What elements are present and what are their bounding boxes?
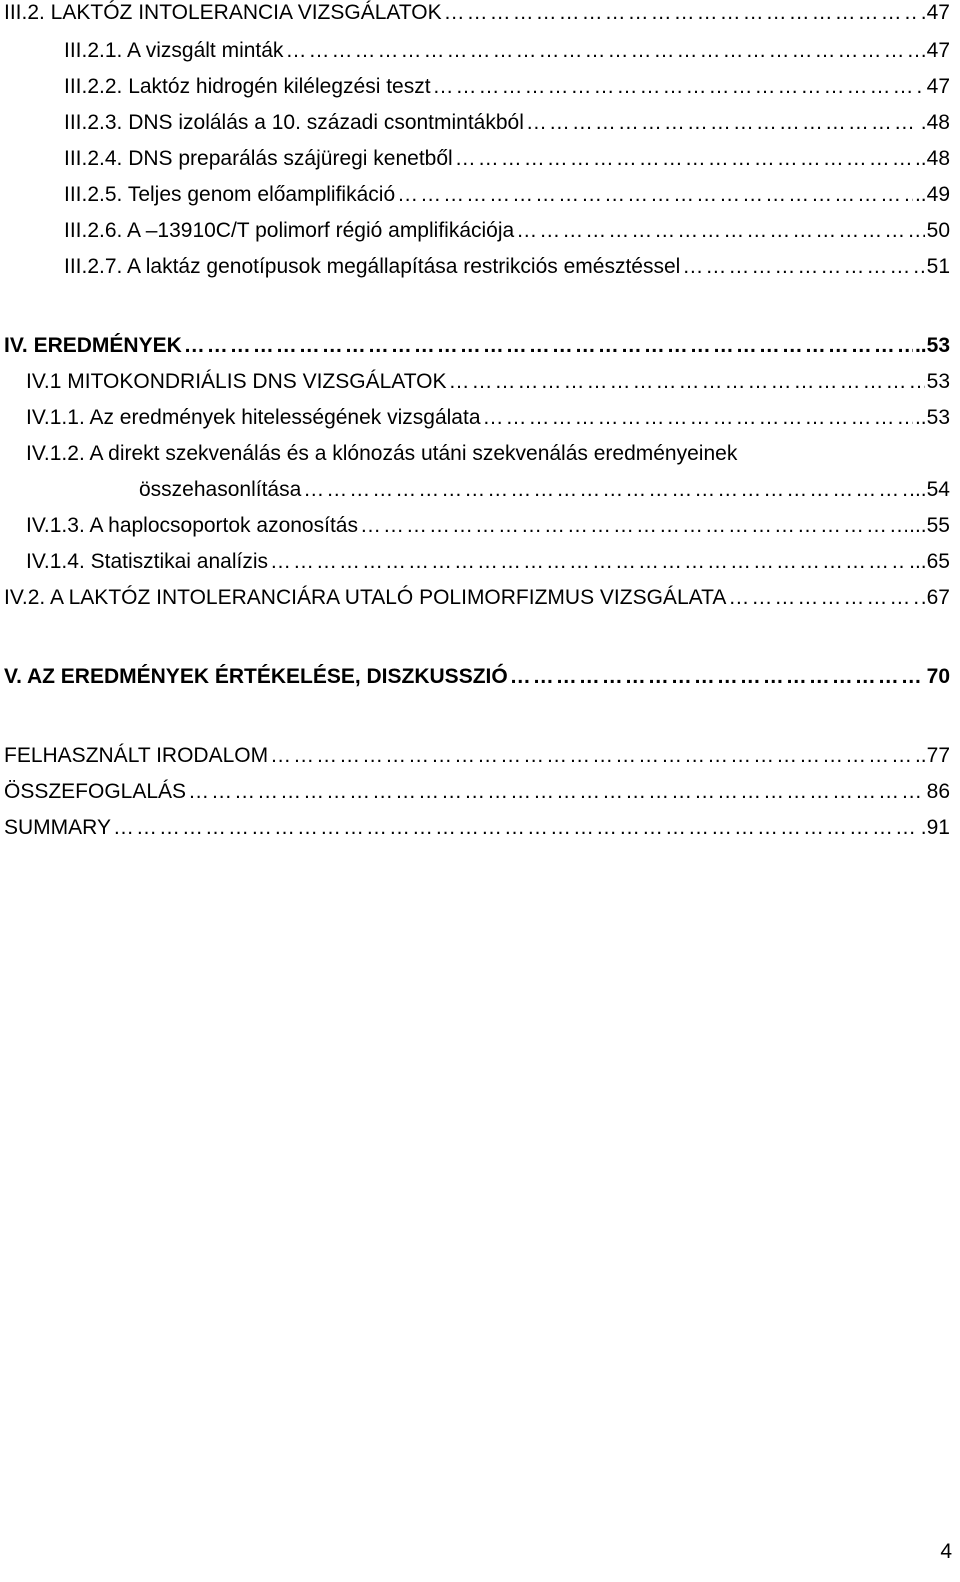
toc-entry-page: 86 — [926, 780, 950, 803]
toc-entry[interactable] — [64, 216, 950, 246]
toc-entry-title: FELHASZNÁLT IRODALOM — [4, 744, 269, 767]
toc-entry-page: 50 — [926, 219, 950, 242]
toc-leader — [270, 547, 907, 577]
toc-entry[interactable] — [4, 583, 950, 613]
toc-entry-page: ...65 — [909, 550, 950, 573]
toc-entry-title: IV.1.1. Az eredmények hitelességének vizsgálata — [26, 406, 481, 429]
toc-leader — [516, 216, 924, 246]
toc-chapter-entry[interactable] — [4, 331, 950, 361]
toc-entry-title: III.2. LAKTÓZ INTOLERANCIA VIZSGÁLATOK — [4, 1, 442, 24]
toc-entry-page: 47 — [926, 75, 950, 98]
toc-entry-page: ..53 — [914, 406, 950, 429]
toc-entry[interactable] — [26, 367, 950, 397]
toc-leader — [728, 583, 918, 613]
toc-entry-title: III.2.6. A –13910C/T polimorf régió amplifikációja — [64, 219, 515, 242]
toc-entry-title-line[interactable]: IV.1.2. A direkt szekvenálás és a klónozás utáni szekvenálás eredményeinek — [26, 442, 738, 465]
toc-leader — [444, 0, 919, 28]
toc-entry-page: ..48 — [914, 147, 950, 170]
toc-entry-title: III.2.7. A laktáz genotípusok megállapítása restrikciós emésztéssel — [64, 255, 681, 278]
toc-entry[interactable] — [64, 108, 950, 138]
toc-entry-page: ..53 — [914, 334, 950, 357]
toc-entry[interactable] — [64, 144, 950, 174]
toc-entry[interactable] — [64, 252, 950, 282]
toc-entry-title: III.2.5. Teljes genom előamplifikáció — [64, 183, 396, 206]
toc-leader — [510, 662, 925, 692]
toc-entry[interactable] — [26, 403, 950, 433]
toc-entry[interactable] — [4, 777, 950, 807]
page-number: 4 — [940, 1540, 952, 1563]
toc-entry-title: ÖSSZEFOGLALÁS — [4, 780, 187, 803]
toc-leader — [449, 367, 925, 397]
toc-entry-page: 70 — [926, 665, 950, 688]
toc-entry-title: III.2.1. A vizsgált minták — [64, 39, 284, 62]
toc-entry-title: IV.1.3. A haplocsoportok azonosítás — [26, 514, 358, 537]
toc-entry-page: .48 — [920, 111, 950, 134]
toc-entry-title: IV. EREDMÉNYEK — [4, 334, 182, 357]
toc-entry-title: IV.1 MITOKONDRIÁLIS DNS VIZSGÁLATOK — [26, 370, 447, 393]
toc-entry-page: 51 — [926, 255, 950, 278]
toc-entry-page: ..49 — [914, 183, 950, 206]
toc-entry-page: 53 — [926, 370, 950, 393]
toc-entry[interactable] — [139, 475, 950, 505]
toc-entry-title: SUMMARY — [4, 816, 111, 839]
toc-entry-title: összehasonlítása — [139, 478, 302, 501]
toc-leader — [526, 108, 919, 138]
toc-entry[interactable] — [4, 0, 950, 28]
toc-entry-page: .67 — [920, 586, 950, 609]
toc-entry[interactable] — [64, 180, 950, 210]
toc-entry[interactable] — [4, 741, 950, 771]
toc-leader — [188, 777, 925, 807]
toc-leader — [433, 72, 925, 102]
toc-entry-page: ..77 — [914, 744, 950, 767]
toc-entry-title: IV.1.4. Statisztikai analízis — [26, 550, 269, 573]
toc-leader — [184, 331, 913, 361]
toc-leader — [397, 180, 913, 210]
toc-leader — [682, 252, 924, 282]
toc-leader — [455, 144, 913, 174]
toc-leader — [285, 36, 924, 66]
toc-entry-title: IV.2. A LAKTÓZ INTOLERANCIÁRA UTALÓ POLIMORFIZMUS VIZSGÁLATA — [4, 586, 727, 609]
toc-entry[interactable] — [4, 813, 950, 843]
toc-entry[interactable] — [64, 72, 950, 102]
toc-entry-page: .47 — [920, 1, 950, 24]
toc-leader — [360, 511, 907, 541]
toc-entry-title: III.2.4. DNS preparálás szájüregi kenetből — [64, 147, 453, 170]
toc-entry-title: III.2.3. DNS izolálás a 10. századi csontmintákból — [64, 111, 524, 134]
toc-leader — [270, 741, 913, 771]
toc-leader — [483, 403, 913, 433]
toc-leader — [303, 475, 907, 505]
toc-entry-page: 47 — [926, 39, 950, 62]
toc-entry-page: ...54 — [909, 478, 950, 501]
toc-entry-title: V. AZ EREDMÉNYEK ÉRTÉKELÉSE, DISZKUSSZIÓ — [4, 665, 508, 688]
toc-entry[interactable] — [64, 36, 950, 66]
toc-chapter-entry[interactable] — [4, 662, 950, 692]
toc-entry-page: .91 — [920, 816, 950, 839]
toc-entry[interactable] — [26, 547, 950, 577]
toc-entry-page: ...55 — [909, 514, 950, 537]
toc-leader — [113, 813, 919, 843]
toc-entry[interactable] — [26, 511, 950, 541]
toc-entry-title: III.2.2. Laktóz hidrogén kilélegzési teszt — [64, 75, 431, 98]
